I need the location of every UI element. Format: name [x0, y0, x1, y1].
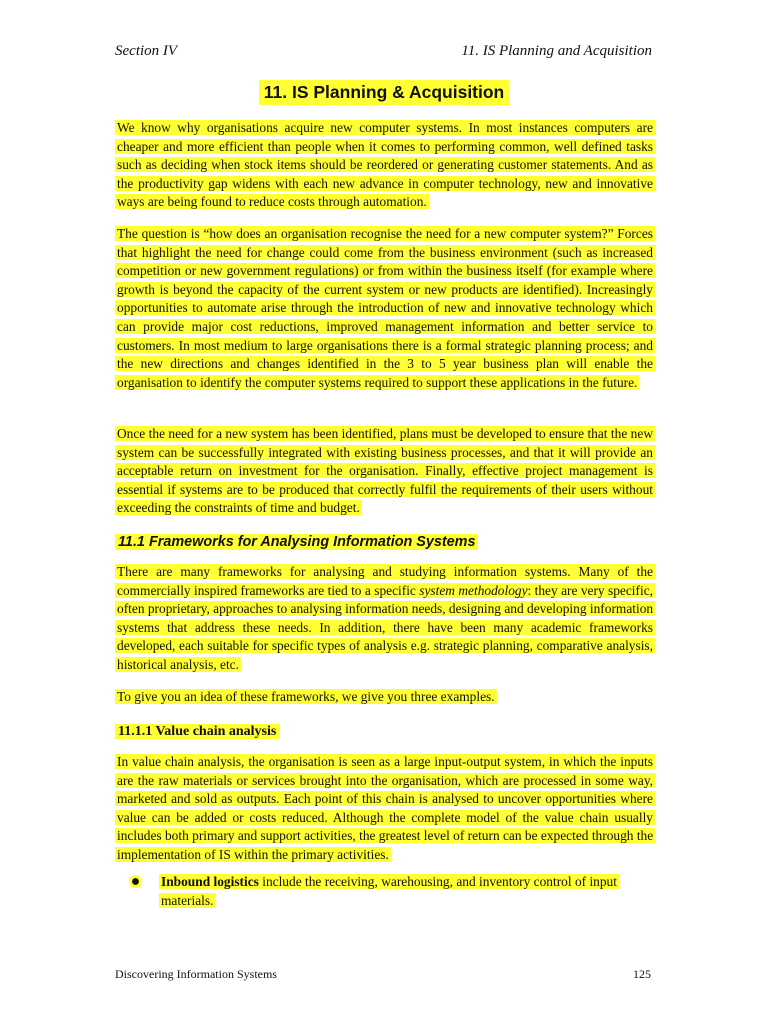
- footer-page-number: 125: [633, 967, 651, 981]
- paragraph-frameworks: [115, 563, 655, 675]
- running-header-chapter: 11. IS Planning and Acquisition: [461, 43, 652, 59]
- paragraph-question: [115, 225, 655, 392]
- paragraph-examples-text: To give you an idea of these frameworks, we give you three examples.: [117, 689, 495, 704]
- running-header-section: Section IV: [115, 43, 178, 59]
- bullet-description: include the receiving, warehousing, and inventory control of input materials.: [161, 874, 617, 908]
- paragraph-frameworks-part2: : they are very specific, often proprietary, approaches to analysing information needs, designing and developing information systems that address these needs. In addition, there have been many academic frameworks developed, each suitable for specific types of analysis e.g. strategic planning, comparative analysis, historical analysis, etc.: [117, 582, 654, 672]
- footer-book-title: Discovering Information Systems: [115, 967, 277, 981]
- paragraph-frameworks-emphasis: system methodology: [419, 582, 528, 598]
- section-heading: [115, 532, 478, 552]
- paragraph-planning-text: Once the need for a new system has been identified, plans must be developed to ensure that the new system can be successfully integrated with existing business processes, and that it will provide an acceptable return on investment for the organisation. Finally, effective project management is essential if systems are to be produced that correctly fulfil the requirements of their users without exceeding the constraints of time and budget.: [117, 426, 653, 516]
- bullet-dot-icon: [132, 878, 139, 885]
- paragraph-intro-text: We know why organisations acquire new computer systems. In most instances computers are cheaper and more efficient than people when it comes to performing common, well defined tasks such as deciding when stock items should be reordered or generating customer statements. And as the productivity gap widens with each new advance in computer technology, new and innovative ways are being found to reduce costs through automation.: [117, 120, 653, 210]
- paragraph-question-text: The question is “how does an organisation recognise the need for a new computer system?” Forces that highlight the need for change could come from the business environment (such as increased competition or new government regulations) or from within the business itself (for example where growth is beyond the capacity of the current system or new products are identified). Increasingly opportunities to automate arise through the introduction of new and innovative technology which can provide major cost reductions, improved management information and better service to customers. In most medium to large organisations there is a formal strategic planning process; and the new directions and changes identified in the 3 to 5 year business plan will enable the organisation to identify the computer systems required to support these applications in the future.: [117, 226, 653, 390]
- subsection-heading: [115, 722, 279, 742]
- bullet-term: Inbound logistics: [161, 874, 259, 889]
- paragraph-frameworks-part1: There are many frameworks for analysing and studying information systems. Many of the commercially inspired frameworks are tied to a specific: [117, 564, 653, 598]
- chapter-title-text: 11. IS Planning & Acquisition: [259, 80, 510, 105]
- paragraph-value-chain-text: In value chain analysis, the organisation is seen as a large input-output system, in which the inputs are the raw materials or services brought into the organisation, which are processed in some way, marketed and sold as outputs. Each point of this chain is analysed to uncover opportunities where value can be added or costs reduced. Although the complete model of the value chain usually includes both primary and support activities, the greatest level of return can be expected through the implementation of IS within the primary activities.: [117, 754, 654, 862]
- bullet-text-highlight: [159, 874, 619, 908]
- paragraph-planning: [115, 425, 655, 518]
- bullet-text: [159, 873, 654, 910]
- chapter-title: [0, 79, 768, 105]
- paragraph-value-chain: [115, 753, 655, 865]
- paragraph-examples: [115, 688, 655, 707]
- subsection-heading-text: 11.1.1 Value chain analysis: [115, 724, 279, 739]
- paragraph-frameworks-text: [115, 564, 655, 672]
- paragraph-intro: [115, 119, 655, 212]
- section-heading-text: 11.1 Frameworks for Analysing Information Systems: [115, 534, 478, 550]
